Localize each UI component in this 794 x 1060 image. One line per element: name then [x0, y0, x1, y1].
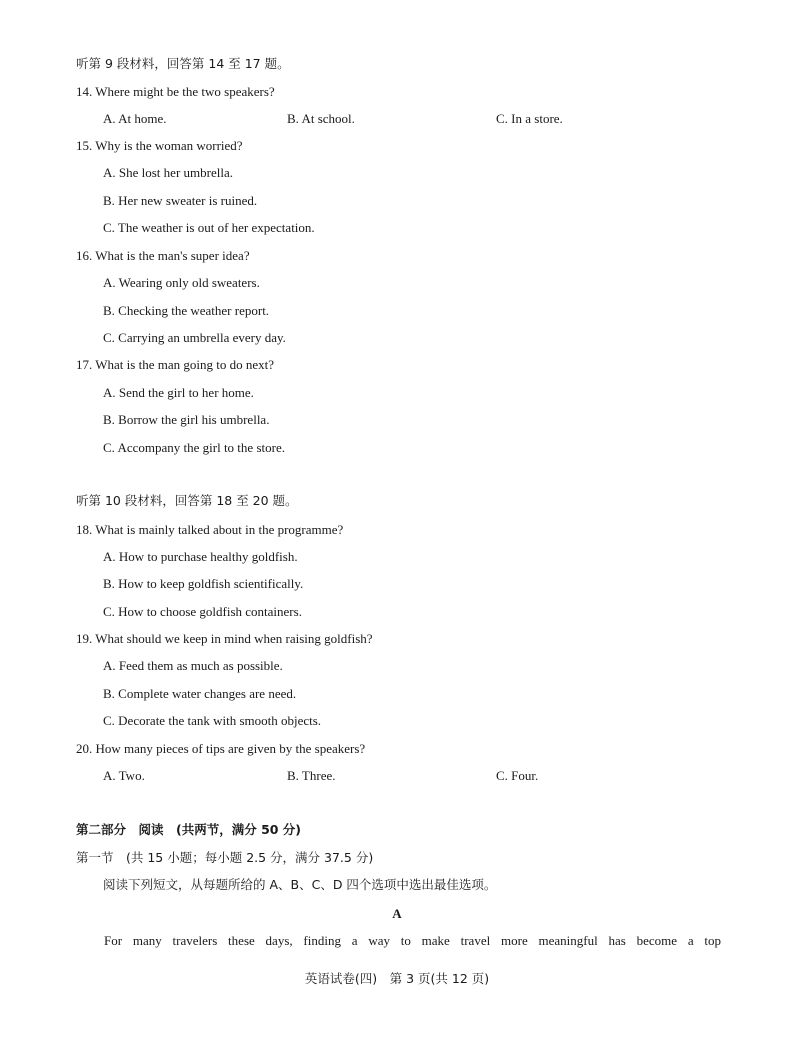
option-16c: C. Carrying an umbrella every day. — [103, 330, 286, 345]
option-15c: C. The weather is out of her expectation. — [103, 220, 315, 235]
section-heading-10: 听第 10 段材料，回答第 18 至 20 题。 — [76, 493, 298, 508]
option-18a: A. How to purchase healthy goldfish. — [103, 549, 298, 564]
option-20a: A. Two. — [103, 768, 145, 783]
question-20: 20. How many pieces of tips are given by the speakers? — [76, 741, 366, 756]
option-19b: B. Complete water changes are need. — [103, 686, 297, 701]
section-heading-9: 听第 9 段材料，回答第 14 至 17 题。 — [76, 56, 290, 71]
option-15a: A. She lost her umbrella. — [103, 165, 233, 180]
option-18c: C. How to choose goldfish containers. — [103, 604, 302, 619]
question-14: 14. Where might be the two speakers? — [76, 84, 275, 99]
option-20c: C. Four. — [496, 768, 539, 783]
question-16: 16. What is the man's super idea? — [76, 248, 250, 263]
passage-label: A — [392, 906, 402, 921]
option-17c: C. Accompany the girl to the store. — [103, 440, 285, 455]
question-17: 17. What is the man going to do next? — [76, 357, 274, 372]
instruction: 阅读下列短文，从每题所给的 A、B、C、D 四个选项中选出最佳选项。 — [103, 877, 497, 892]
question-15: 15. Why is the woman worried? — [76, 138, 243, 153]
option-16b: B. Checking the weather report. — [103, 303, 270, 318]
option-14b: B. At school. — [287, 111, 355, 126]
option-19a: A. Feed them as much as possible. — [103, 658, 283, 673]
option-17a: A. Send the girl to her home. — [103, 385, 254, 400]
part-title: 第二部分 阅读 (共两节，满分 50 分) — [76, 822, 302, 837]
question-19: 19. What should we keep in mind when raising goldfish? — [76, 631, 373, 646]
option-20b: B. Three. — [287, 768, 336, 783]
section-title: 第一节 (共 15 小题；每小题 2.5 分，满分 37.5 分) — [76, 850, 374, 865]
option-16a: A. Wearing only old sweaters. — [103, 275, 260, 290]
option-14a: A. At home. — [103, 111, 167, 126]
page-footer: 英语试卷(四) 第 3 页(共 12 页) — [304, 971, 490, 986]
option-17b: B. Borrow the girl his umbrella. — [103, 412, 270, 427]
option-18b: B. How to keep goldfish scientifically. — [103, 576, 304, 591]
question-18: 18. What is mainly talked about in the programme? — [76, 522, 344, 537]
option-15b: B. Her new sweater is ruined. — [103, 193, 258, 208]
option-19c: C. Decorate the tank with smooth objects. — [103, 713, 322, 728]
option-14c: C. In a store. — [496, 111, 563, 126]
passage-first-line: For many travelers these days, finding a way to make travel more meaningful has become a top — [104, 933, 721, 948]
